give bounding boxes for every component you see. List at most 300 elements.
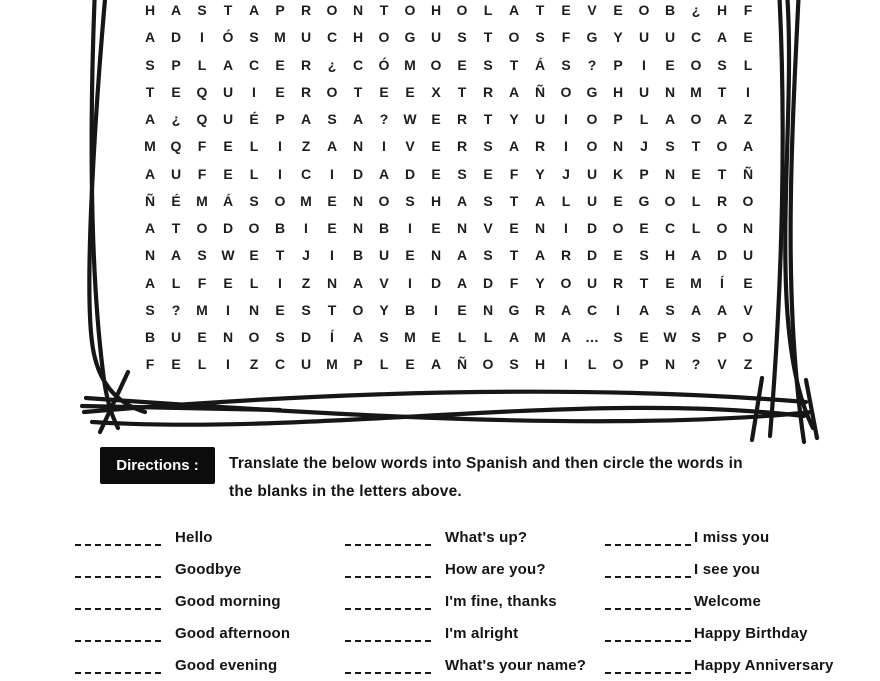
grid-cell: A [144, 274, 156, 291]
grid-cell: O [248, 220, 260, 236]
grid-cell: V [717, 356, 727, 373]
grid-cell: S [535, 29, 545, 46]
grid-cell: F [197, 165, 207, 182]
word-item-label: How are you? [445, 560, 546, 578]
grid-cell: Y [613, 29, 623, 46]
grid-cell: S [145, 301, 155, 318]
grid-cell: U [430, 29, 442, 46]
grid-cell: E [275, 83, 285, 100]
grid-cell: E [665, 56, 675, 73]
grid-cell: A [430, 356, 442, 373]
grid-cell: O [638, 2, 650, 18]
grid-cell: É [171, 192, 181, 209]
grid-cell: F [197, 274, 207, 291]
grid-cell: S [249, 192, 259, 209]
grid-cell: T [171, 220, 181, 236]
grid-cell: A [456, 192, 468, 209]
grid-cell: Q [196, 111, 208, 127]
grid-cell: Ñ [456, 356, 468, 373]
answer-blank [75, 561, 161, 578]
grid-cell: Z [743, 356, 753, 373]
grid-cell: M [404, 56, 416, 73]
grid-cell: D [716, 247, 728, 264]
grid-cell: V [405, 138, 415, 155]
grid-cell: B [404, 301, 416, 318]
word-item-label: Good afternoon [175, 624, 291, 642]
grid-cell: E [275, 301, 285, 318]
grid-cell: O [378, 29, 390, 46]
grid-cell: C [248, 56, 260, 73]
grid-cell: Q [196, 83, 208, 100]
grid-row [137, 297, 762, 324]
grid-cell: Z [743, 111, 753, 127]
grid-cell: N [664, 356, 676, 373]
answer-blank [345, 593, 431, 610]
grid-row [137, 324, 762, 351]
grid-cell: E [171, 83, 181, 100]
grid-cell: M [690, 83, 702, 100]
grid-cell: O [248, 329, 260, 345]
grid-cell: S [457, 29, 467, 46]
grid-cell: R [612, 274, 624, 291]
grid-cell: Á [222, 192, 234, 209]
grid-cell: A [144, 165, 156, 182]
word-item [605, 649, 834, 681]
grid-cell: E [431, 111, 441, 127]
grid-cell: O [742, 329, 754, 345]
grid-cell: B [274, 220, 286, 236]
grid-cell: S [457, 165, 467, 182]
word-item-label: Good evening [175, 656, 278, 674]
word-item [75, 649, 290, 681]
grid-cell: E [743, 274, 753, 291]
grid-cell: A [508, 83, 520, 100]
grid-cell: C [274, 356, 286, 373]
grid-cell: E [509, 220, 519, 236]
grid-cell: D [586, 220, 598, 236]
grid-cell: U [638, 83, 650, 100]
grid-cell: O [508, 29, 520, 46]
grid-cell: C [664, 220, 676, 236]
word-item [605, 521, 834, 553]
grid-cell: H [144, 2, 156, 18]
grid-cell: O [378, 192, 390, 209]
grid-cell: A [144, 220, 156, 236]
grid-cell: N [352, 138, 364, 155]
grid-cell: L [197, 356, 207, 373]
grid-cell: E [457, 301, 467, 318]
grid-cell: P [613, 56, 623, 73]
grid-cell: I [226, 301, 230, 318]
grid-cell: E [639, 220, 649, 236]
grid-cell: E [613, 247, 623, 264]
grid-cell: A [508, 2, 520, 18]
grid-cell: Ñ [742, 165, 754, 182]
grid-cell: S [483, 138, 493, 155]
answer-blank [75, 593, 161, 610]
grid-cell: E [431, 220, 441, 236]
grid-cell: E [223, 165, 233, 182]
word-item [75, 585, 290, 617]
grid-cell: N [664, 83, 676, 100]
word-item [605, 617, 834, 649]
grid-cell: G [586, 29, 598, 46]
grid-cell: A [352, 111, 364, 127]
grid-cell: I [746, 83, 750, 100]
grid-cell: R [456, 138, 468, 155]
grid-cell: O [404, 2, 416, 18]
grid-cell: E [483, 165, 493, 182]
grid-cell: Y [535, 274, 545, 291]
grid-cell: Y [379, 301, 389, 318]
grid-cell: H [430, 2, 442, 18]
grid-cell: E [691, 165, 701, 182]
grid-cell: B [144, 329, 156, 345]
grid-cell: W [403, 111, 417, 127]
grid-cell: S [613, 329, 623, 345]
grid-cell: I [408, 274, 412, 291]
grid-cell: L [249, 138, 259, 155]
answer-blank [345, 561, 431, 578]
grid-cell: D [586, 247, 598, 264]
grid-cell: J [302, 247, 310, 264]
grid-cell: V [743, 301, 753, 318]
grid-cell: U [664, 29, 676, 46]
grid-cell: I [304, 220, 308, 236]
grid-cell: ? [587, 56, 597, 73]
grid-row [137, 215, 762, 242]
grid-cell: T [691, 138, 701, 155]
grid-cell: N [222, 329, 234, 345]
grid-cell: Ñ [534, 83, 546, 100]
grid-cell: H [612, 83, 624, 100]
answer-blank [605, 657, 691, 674]
grid-cell: E [405, 356, 415, 373]
grid-cell: M [274, 29, 286, 46]
answer-blank [605, 625, 691, 642]
grid-cell: A [508, 329, 520, 345]
grid-cell: D [404, 165, 416, 182]
directions-label-text: Directions : [116, 457, 199, 474]
grid-cell: D [222, 220, 234, 236]
grid-cell: I [564, 356, 568, 373]
grid-cell: E [431, 138, 441, 155]
grid-cell: A [170, 2, 182, 18]
grid-cell: S [197, 2, 207, 18]
grid-cell: S [483, 56, 493, 73]
grid-cell: S [483, 247, 493, 264]
grid-row [137, 24, 762, 51]
grid-cell: P [717, 329, 727, 345]
word-item-label: I see you [694, 560, 760, 578]
grid-row [137, 188, 762, 215]
grid-cell: T [483, 111, 493, 127]
word-list-column [605, 521, 834, 681]
grid-cell: U [638, 29, 650, 46]
word-item-label: What's your name? [445, 656, 587, 674]
grid-cell: A [716, 111, 728, 127]
grid-cell: T [483, 29, 493, 46]
grid-cell: H [716, 2, 728, 18]
grid-cell: L [197, 56, 207, 73]
answer-blank [75, 625, 161, 642]
grid-cell: I [226, 356, 230, 373]
grid-cell: S [665, 138, 675, 155]
answer-blank [345, 625, 431, 642]
grid-cell: S [249, 29, 259, 46]
grid-row [137, 351, 762, 378]
grid-cell: A [248, 2, 260, 18]
grid-cell: J [562, 165, 570, 182]
grid-cell: N [352, 2, 364, 18]
grid-cell: P [353, 356, 363, 373]
word-list-column [75, 521, 290, 681]
grid-cell: O [326, 83, 338, 100]
word-item-label: Happy Birthday [694, 624, 808, 642]
grid-cell: F [561, 29, 571, 46]
grid-cell: L [249, 274, 259, 291]
grid-cell: L [249, 165, 259, 182]
grid-cell: É [249, 111, 259, 127]
grid-cell: O [612, 220, 624, 236]
grid-cell: S [301, 301, 311, 318]
word-item [345, 649, 586, 681]
grid-cell: W [221, 247, 235, 264]
grid-cell: R [534, 138, 546, 155]
grid-cell: M [144, 138, 156, 155]
grid-cell: P [639, 165, 649, 182]
grid-cell: I [330, 247, 334, 264]
grid-cell: S [561, 56, 571, 73]
word-item [75, 521, 290, 553]
grid-cell: D [170, 29, 182, 46]
grid-cell: T [379, 2, 389, 18]
word-item-label: What's up? [445, 528, 528, 546]
grid-cell: U [534, 111, 546, 127]
grid-cell: P [275, 111, 285, 127]
grid-cell: M [534, 329, 546, 345]
grid-cell: ¿ [327, 56, 337, 73]
grid-cell: B [664, 2, 676, 18]
grid-row [137, 270, 762, 297]
grid-cell: E [405, 247, 415, 264]
grid-cell: P [639, 356, 649, 373]
grid-cell: G [404, 29, 416, 46]
grid-cell: U [300, 29, 312, 46]
grid-cell: Ó [222, 29, 234, 46]
grid-cell: A [508, 138, 520, 155]
grid-cell: E [405, 83, 415, 100]
grid-cell: H [664, 247, 676, 264]
grid-cell: T [145, 83, 155, 100]
grid-cell: S [145, 56, 155, 73]
grid-cell: V [379, 274, 389, 291]
grid-cell: A [456, 274, 468, 291]
grid-cell: O [326, 2, 338, 18]
grid-cell: L [639, 111, 649, 127]
grid-cell: T [717, 83, 727, 100]
grid-cell: S [717, 56, 727, 73]
word-item [75, 617, 290, 649]
grid-cell: I [564, 220, 568, 236]
grid-cell: T [223, 2, 233, 18]
grid-cell: T [717, 165, 727, 182]
grid-cell: U [222, 111, 234, 127]
grid-cell: X [431, 83, 441, 100]
grid-cell: ¿ [691, 2, 701, 18]
grid-cell: N [326, 274, 338, 291]
answer-blank [605, 529, 691, 546]
grid-cell: W [663, 329, 677, 345]
grid-cell: L [457, 329, 467, 345]
grid-cell: F [509, 274, 519, 291]
grid-cell: U [586, 274, 598, 291]
grid-row [137, 242, 762, 269]
grid-cell: O [352, 301, 364, 318]
answer-blank [345, 657, 431, 674]
grid-cell: S [275, 329, 285, 345]
word-item [345, 553, 586, 585]
answer-blank [605, 593, 691, 610]
grid-cell: R [482, 83, 494, 100]
grid-cell: R [534, 301, 546, 318]
grid-cell: I [278, 138, 282, 155]
word-item-label: I miss you [694, 528, 770, 546]
grid-cell: A [664, 111, 676, 127]
grid-cell: F [743, 2, 753, 18]
grid-cell: S [509, 356, 519, 373]
grid-cell: A [352, 274, 364, 291]
grid-cell: V [483, 220, 493, 236]
grid-cell: N [612, 138, 624, 155]
grid-cell: A [742, 138, 754, 155]
grid-cell: S [665, 301, 675, 318]
grid-cell: O [690, 56, 702, 73]
grid-row [137, 52, 762, 79]
grid-cell: T [509, 192, 519, 209]
word-item-label: Good morning [175, 592, 281, 610]
grid-cell: H [534, 356, 546, 373]
grid-cell: E [639, 329, 649, 345]
word-item [605, 553, 834, 585]
grid-cell: T [457, 83, 467, 100]
grid-cell: C [690, 29, 702, 46]
grid-cell: ? [379, 111, 389, 127]
grid-cell: A [326, 138, 338, 155]
grid-cell: U [586, 192, 598, 209]
grid-cell: T [509, 247, 519, 264]
answer-blank [75, 657, 161, 674]
grid-cell: ? [171, 301, 181, 318]
grid-cell: A [534, 247, 546, 264]
grid-cell: T [509, 56, 519, 73]
grid-cell: A [716, 301, 728, 318]
grid-cell: U [300, 356, 312, 373]
grid-cell: U [742, 247, 754, 264]
directions-label [100, 447, 215, 484]
grid-cell: S [691, 329, 701, 345]
grid-cell: F [509, 165, 519, 182]
grid-cell: E [379, 83, 389, 100]
grid-cell: N [352, 220, 364, 236]
grid-cell: I [278, 274, 282, 291]
grid-cell: A [300, 111, 312, 127]
grid-cell: E [223, 274, 233, 291]
grid-cell: E [327, 220, 337, 236]
grid-cell: E [743, 29, 753, 46]
grid-cell: E [197, 329, 207, 345]
grid-cell: O [690, 111, 702, 127]
grid-cell: E [171, 356, 181, 373]
grid-cell: E [613, 192, 623, 209]
grid-row [137, 161, 762, 188]
grid-cell: S [327, 111, 337, 127]
grid-cell: F [145, 356, 155, 373]
grid-row [137, 133, 762, 160]
grid-cell: N [456, 220, 468, 236]
grid-cell: E [327, 192, 337, 209]
grid-cell: G [638, 192, 650, 209]
answer-blank [75, 529, 161, 546]
grid-cell: O [586, 111, 598, 127]
grid-cell: R [456, 111, 468, 127]
grid-cell: M [404, 329, 416, 345]
grid-cell: U [586, 165, 598, 182]
grid-cell: D [482, 274, 494, 291]
grid-cell: C [300, 165, 312, 182]
grid-cell: O [430, 56, 442, 73]
grid-cell: I [616, 301, 620, 318]
grid-cell: I [434, 301, 438, 318]
grid-cell: T [639, 274, 649, 291]
grid-cell: H [430, 192, 442, 209]
grid-cell: L [171, 274, 181, 291]
grid-cell: E [275, 56, 285, 73]
grid-cell: U [170, 329, 182, 345]
grid-cell: B [352, 247, 364, 264]
grid-cell: R [560, 247, 572, 264]
grid-cell: O [196, 220, 208, 236]
grid-cell: A [716, 29, 728, 46]
grid-cell: O [482, 356, 494, 373]
grid-cell: A [222, 56, 234, 73]
grid-cell: N [664, 165, 676, 182]
grid-cell: N [534, 220, 546, 236]
grid-cell: I [642, 56, 646, 73]
grid-row [137, 106, 762, 133]
word-item-label: I'm alright [445, 624, 519, 642]
grid-cell: R [300, 56, 312, 73]
word-item-label: Welcome [694, 592, 761, 610]
grid-cell: P [613, 111, 623, 127]
grid-cell: C [586, 301, 598, 318]
grid-cell: S [483, 192, 493, 209]
grid-cell: F [197, 138, 207, 155]
grid-cell: B [378, 220, 390, 236]
grid-cell: N [482, 301, 494, 318]
grid-cell: M [690, 274, 702, 291]
grid-cell: O [274, 192, 286, 209]
grid-cell: I [564, 111, 568, 127]
grid-cell: Y [535, 165, 545, 182]
grid-cell: M [326, 356, 338, 373]
grid-cell: E [613, 2, 623, 18]
grid-cell: I [408, 220, 412, 236]
grid-cell: Z [301, 138, 311, 155]
grid-cell: T [353, 83, 363, 100]
grid-cell: L [483, 329, 493, 345]
grid-cell: A [170, 247, 182, 264]
